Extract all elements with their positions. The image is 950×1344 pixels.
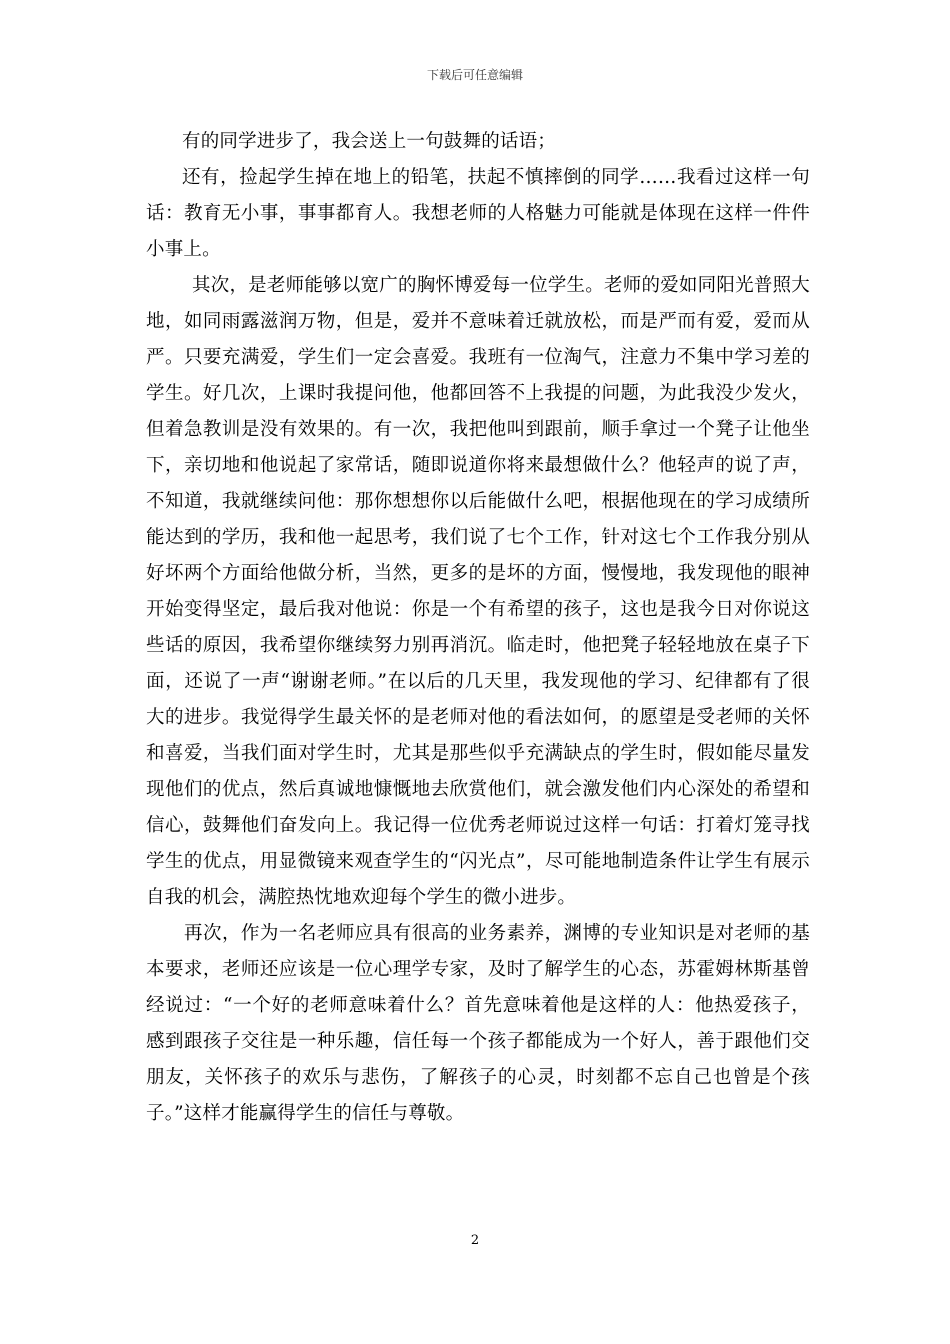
document-body [146, 124, 810, 1132]
paragraph: 有的同学进步了，我会送上一句鼓舞的话语； [182, 131, 557, 152]
paragraph: 再次，作为一名老师应具有很高的业务素养，渊博的专业知识是对老师的基本要求，老师还应该是一位心理学专家，及时了解学生的心态，苏霍姆林斯基曾经说过：“一个好的老师意味着什么？首先意味着他是这样的人：他热爱孩子，感到跟孩子交往是一种乐趣，信任每一个孩子都能成为一个好人，善于跟他们交朋友，关怀孩子的欢乐与悲伤，了解孩子的心灵，时刻都不忘自己也曾是个孩子。”这样才能赢得学生的信任与尊敬。 [146, 923, 810, 1124]
page-header: 下载后可任意编辑 [426, 68, 523, 82]
page-number: 2 [470, 1233, 480, 1248]
paragraph: 还有，捡起学生掉在地上的铅笔，扶起不慎摔倒的同学……我看过这样一句话：教育无小事，事事都育人。我想老师的人格魅力可能就是体现在这样一件件小事上。 [146, 167, 810, 260]
paragraph: 其次，是老师能够以宽广的胸怀博爱每一位学生。老师的爱如同阳光普照大地，如同雨露滋润万物，但是，爱并不意味着迁就放松，而是严而有爱，爱而从严。只要充满爱，学生们一定会喜爱。我班有一位淘气，注意力不集中学习差的学生。好几次，上课时我提问他，他都回答不上我提的问题，为此我没少发火，但着急教训是没有效果的。有一次，我把他叫到跟前，顺手拿过一个凳子让他坐下，亲切地和他说起了家常话，随即说道你将来最想做什么？他轻声的说了声，不知道，我就继续问他：那你想想你以后能做什么吧，根据他现在的学习成绩所能达到的学历，我和他一起思考，我们说了七个工作，针对这七个工作我分别从好坏两个方面给他做分析，当然，更多的是坏的方面，慢慢地，我发现他的眼神开始变得坚定，最后我对他说：你是一个有希望的孩子，这也是我今日对你说这些话的原因，我希望你继续努力别再消沉。临走时，他把凳子轻轻地放在桌子下面，还说了一声“谢谢老师。”在以后的几天里，我发现他的学习、纪律都有了很大的进步。我觉得学生最关怀的是老师对他的看法如何，的愿望是受老师的关怀和喜爱，当我们面对学生时，尤其是那些似乎充满缺点的学生时，假如能尽量发现他们的优点，然后真诚地慷慨地去欣赏他们，就会激发他们内心深处的希望和信心，鼓舞他们奋发向上。我记得一位优秀老师说过这样一句话：打着灯笼寻找学生的优点，用显微镜来观查学生的“闪光点”，尽可能地制造条件让学生有展示自我的机会，满腔热忱地欢迎每个学生的微小进步。 [146, 275, 810, 908]
